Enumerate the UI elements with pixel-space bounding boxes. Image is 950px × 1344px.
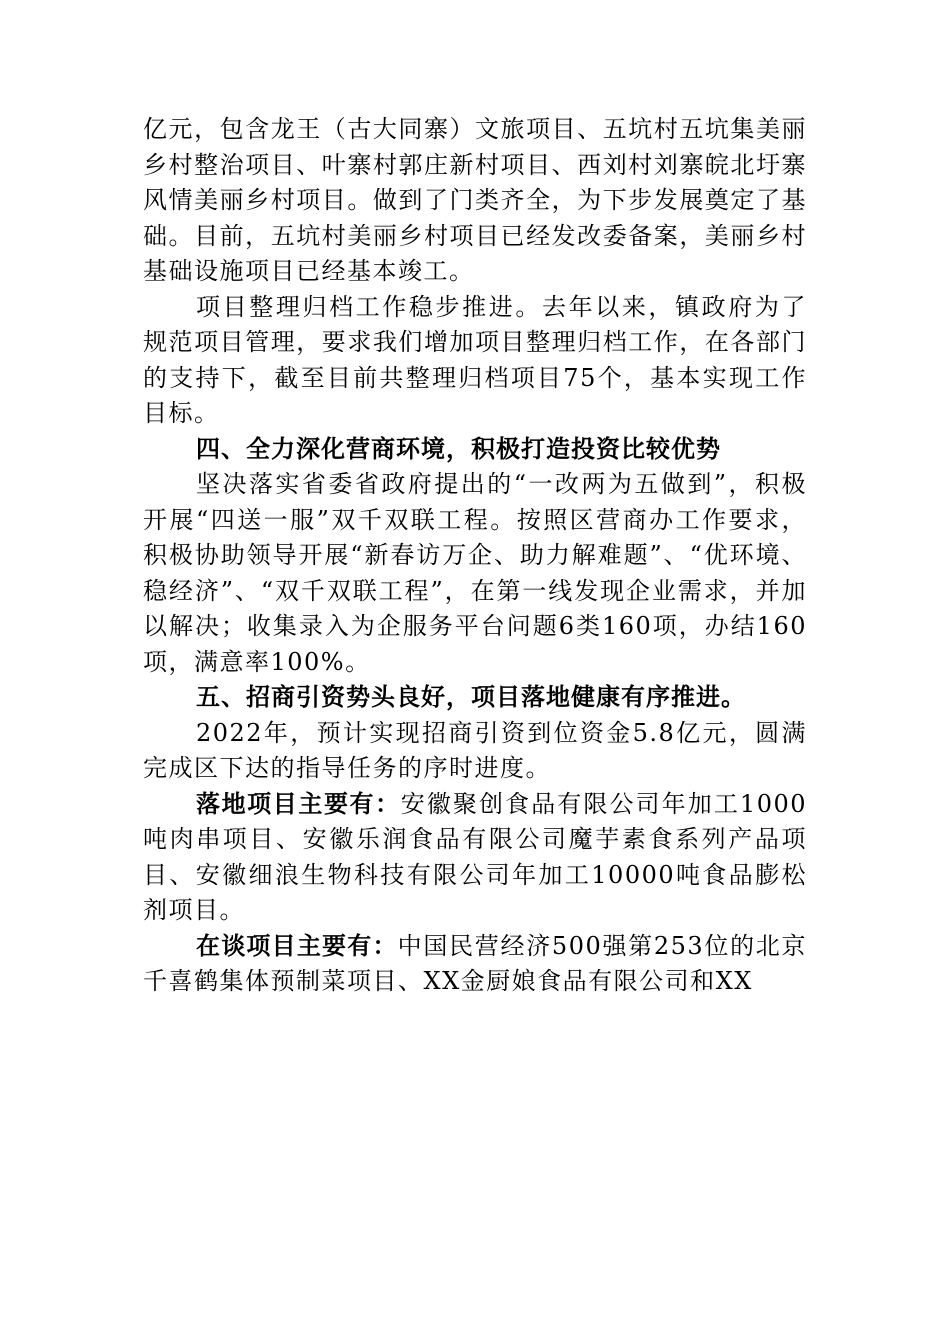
negotiating-projects-text: 中国民营经济500强第253位的北京千喜鹤集体预制菜项目、XX金厨娘食品有限公司和XX bbox=[143, 931, 807, 995]
paragraph-continued bbox=[143, 112, 807, 290]
paragraph-landed-projects bbox=[143, 787, 807, 929]
paragraph-text: 亿元，包含龙王（古大同寨）文旅项目、五坑村五坑集美丽乡村整治项目、叶寨村郭庄新村项目、西刘村刘寨皖北圩寨风情美丽乡村项目。做到了门类齐全，为下步发展奠定了基础。目前，五坑村美丽乡村项目已经发改委备案，美丽乡村基础设施项目已经基本竣工。 bbox=[143, 115, 807, 285]
paragraph-business-environment: 坚决落实省委省政府提出的“一改两为五做到”，积极开展“四送一服”双千双联工程。按照区营商办工作要求，积极协助领导开展“新春访万企、助力解难题”、“优环境、稳经济”、“双千双联工程”，在第一线发现企业需求，并加以解决；收集录入为企服务平台问题6类160项，办结160项，满意率100%。 bbox=[143, 470, 807, 676]
paragraph-investment-2022: 2022年，预计实现招商引资到位资金5.8亿元，圆满完成区下达的指导任务的序时进度。 bbox=[143, 718, 807, 782]
landed-projects-lead: 落地项目主要有： bbox=[196, 789, 401, 818]
paragraph-negotiating-projects bbox=[143, 929, 807, 1000]
section-heading-business-environment: 四、全力深化营商环境，积极打造投资比较优势 bbox=[196, 434, 721, 463]
negotiating-projects-lead: 在谈项目主要有： bbox=[196, 931, 398, 960]
section-heading-investment: 五、招商引资势头良好，项目落地健康有序推进。 bbox=[196, 683, 746, 711]
landed-projects-text: 安徽聚创食品有限公司年加工1000吨肉串项目、安徽乐润食品有限公司魔芋素食系列产品项目、安徽细浪生物科技有限公司年加工10000吨食品膨松剂项目。 bbox=[143, 789, 808, 924]
paragraph-archive-work: 项目整理归档工作稳步推进。去年以来，镇政府为了规范项目管理，要求我们增加项目整理归档工作，在各部门的支持下，截至目前共整理归档项目75个，基本实现工作目标。 bbox=[143, 292, 807, 427]
document-body bbox=[143, 112, 807, 1000]
